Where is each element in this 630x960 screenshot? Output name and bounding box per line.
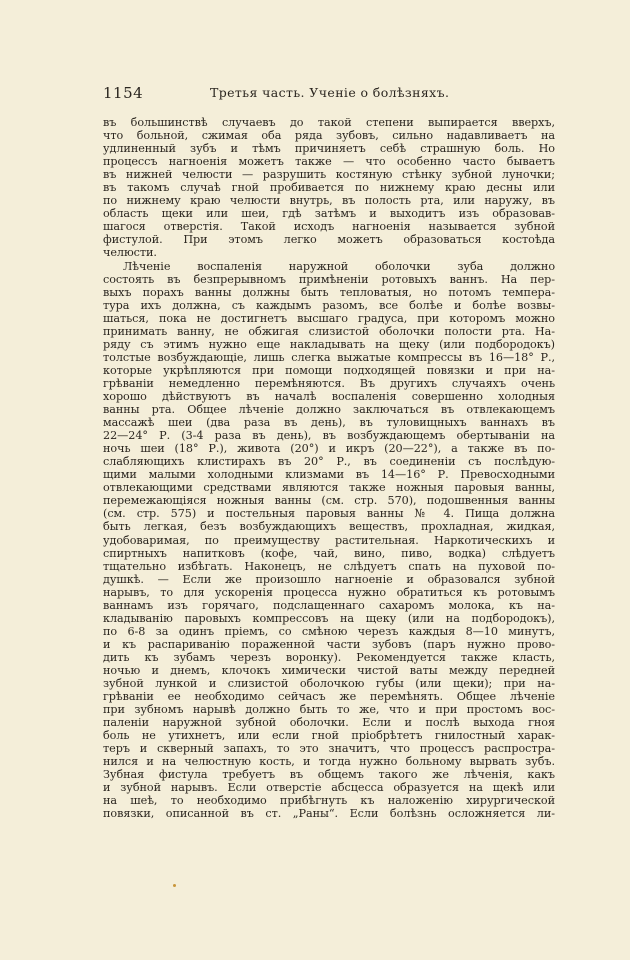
text-line: ваннамъ изъ горячаго, подслащеннаго сахаромъ молока, къ на-	[103, 598, 555, 612]
text-line: дить къ зубамъ черезъ воронку). Рекомендуется также класть,	[103, 650, 555, 664]
text-line: грѣваніи немедленно перемѣняются. Въ другихъ случаяхъ очень	[103, 376, 555, 390]
text-line: которые укрѣпляются при помощи подходящей повязки и при на-	[103, 363, 555, 377]
text-line: зубной лункой и слизистой оболочкою губы (или щеки); при на-	[103, 677, 555, 691]
text-line: по 6-8 за одинъ пріемъ, со смѣною черезъ каждыя 8—10 минутъ,	[103, 624, 555, 638]
text-line: тура ихъ должна, съ каждымъ разомъ, все болѣе и болѣе возвы-	[103, 298, 555, 312]
text-line: состоять въ безпрерывномъ примѣненіи ротовыхъ ваннъ. На пер-	[103, 272, 555, 286]
text-line: и зубной нарывъ. Если отверстіе абсцесса образуется на щекѣ или	[103, 781, 555, 795]
text-line: грѣваніи ее необходимо сейчасъ же перемѣнять. Общее лѣченіе	[103, 690, 555, 704]
text-line: теръ и скверный запахъ, то это значитъ, что процессъ распростра-	[103, 742, 555, 756]
text-line: тщательно избѣгать. Наконецъ, не слѣдуетъ спать на пуховой по-	[103, 559, 555, 573]
text-line: шагося отверстія. Такой исходъ нагноенія называется зубной	[103, 220, 555, 234]
text-line: боль не утихнетъ, или если гной пріобрѣтетъ гнилостный харак-	[103, 729, 555, 743]
text-line: (см. стр. 575) и постельныя паровыя ванны № 4. Пища должна	[103, 507, 555, 521]
text-line: процессъ нагноенія можетъ также — что особенно часто бываетъ	[103, 155, 555, 169]
text-line: въ большинствѣ случаевъ до такой степени выпирается вверхъ,	[103, 116, 555, 129]
text-line: шаться, пока не достигнетъ высшаго градуса, при которомъ можно	[103, 311, 555, 325]
text-line: ночь шеи (18° Р.), живота (20°) и икръ (20—22°), а также въ по-	[103, 442, 555, 456]
page-header	[103, 84, 558, 104]
text-line: перемежающіяся ножныя ванны (см. стр. 570), подошвенныя ванны	[103, 494, 555, 508]
text-line: спиртныхъ напитковъ (кофе, чай, вино, пиво, водка) слѣдуетъ	[103, 546, 555, 560]
text-line: повязки, описанной въ ст. „Раны“. Если болѣзнь осложняется ли-	[103, 807, 555, 821]
text-line: хорошо дѣйствуютъ въ началѣ воспаленія совершенно холодныя	[103, 389, 555, 403]
text-line: слабляющихъ клистирахъ въ 20° Р., въ соединеніи съ послѣдую-	[103, 455, 555, 469]
body-text	[103, 116, 555, 821]
text-line: ванны рта. Общее лѣченіе должно заключаться въ отвлекающемъ	[103, 403, 555, 417]
ink-speck	[173, 884, 176, 887]
text-line: что больной, сжимая оба ряда зубовъ, сильно надавливаетъ на	[103, 129, 555, 143]
text-line: душкѣ. — Если же произошло нагноеніе и образовался зубной	[103, 572, 555, 586]
text-line: въ такомъ случаѣ гной пробивается по нижнему краю десны или	[103, 181, 555, 195]
text-line: удобоваримая, по преимуществу растительная. Наркотическихъ и	[103, 533, 555, 547]
text-line-paragraph-start: Лѣченіе воспаленія наружной оболочки зуба должно	[123, 259, 555, 273]
text-line: по нижнему краю челюсти внутрь, въ полость рта, или наружу, въ	[103, 194, 555, 208]
text-line: 22—24° Р. (3-4 раза въ день), въ возбуждающемъ обертываніи на	[103, 429, 555, 443]
text-line: Зубная фистула требуетъ въ общемъ такого же лѣченія, какъ	[103, 768, 555, 782]
text-line: быть легкая, безъ возбуждающихъ веществъ, прохладная, жидкая,	[103, 520, 555, 534]
text-line: паленіи наружной зубной оболочки. Если и послѣ выхода гноя	[103, 716, 555, 730]
text-line: въ нижней челюсти — разрушить костяную стѣнку зубной луночки;	[103, 168, 555, 182]
text-line: массажѣ шеи (два раза въ день), въ туловищныхъ ваннахъ въ	[103, 416, 555, 430]
text-line: ночью и днемъ, клочокъ химически чистой ваты между передней	[103, 663, 555, 677]
text-line: нарывъ, то для ускоренія процесса нужно обратиться къ ротовымъ	[103, 585, 555, 599]
text-line: при зубномъ нарывѣ должно быть то же, что и при простомъ вос-	[103, 703, 555, 717]
running-title: Третья часть. Ученіе о болѣзняхъ.	[210, 85, 450, 100]
text-line: на шеѣ, то необходимо прибѣгнуть къ наложенію хирургической	[103, 794, 555, 808]
text-line: принимать ванну, не обжигая слизистой оболочки полости рта. На-	[103, 324, 555, 338]
text-line: щими малыми холодными клизмами въ 14—16° Р. Превосходными	[103, 468, 555, 482]
text-line: кладыванію паровыхъ компрессовъ на щеку (или на подбородокъ),	[103, 611, 555, 625]
text-line: и къ распариванію пораженной части зубовъ (паръ нужно прово-	[103, 637, 555, 651]
text-line: область щеки или шеи, гдѣ затѣмъ и выходитъ изъ образовав-	[103, 207, 555, 221]
text-line: отвлекающими средствами являются также ножныя паровыя ванны,	[103, 481, 555, 495]
text-line: удлиненный зубъ и тѣмъ причиняетъ себѣ страшную боль. Но	[103, 142, 555, 156]
text-line: челюсти.	[103, 246, 157, 260]
text-line: ряду съ этимъ нужно еще накладывать на щеку (или подбородокъ)	[103, 337, 555, 351]
text-line: выхъ порахъ ванны должны быть тепловатыя, но потомъ темпера-	[103, 285, 555, 299]
page-number: 1154	[103, 84, 144, 102]
text-line: фистулой. При этомъ легко можетъ образоваться костоѣда	[103, 233, 555, 247]
text-line: нился и на челюстную кость, и тогда нужно больному вырвать зубъ.	[103, 755, 555, 769]
text-line: толстые возбуждающіе, лишь слегка выжатые компрессы въ 16—18° Р.,	[103, 350, 555, 364]
